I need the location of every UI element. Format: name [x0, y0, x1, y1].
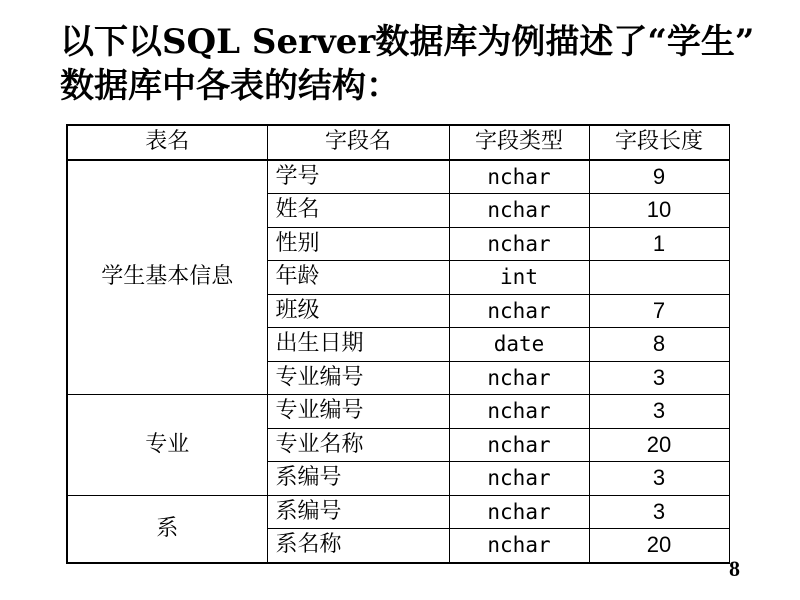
field-name-cell: 专业编号: [267, 361, 449, 395]
table-row: [67, 160, 729, 194]
field-name-cell: 系编号: [267, 495, 449, 529]
field-type-cell: nchar: [449, 194, 589, 228]
table-header-row: [67, 125, 729, 160]
heading-line-1: 以下以SQL Server数据库为例描述了“学生”: [60, 22, 755, 62]
field-length-cell: [589, 261, 729, 295]
field-type-cell: int: [449, 261, 589, 295]
field-length-cell: 1: [589, 227, 729, 261]
field-type-cell: nchar: [449, 227, 589, 261]
field-name-cell: 性别: [267, 227, 449, 261]
table-row: [67, 495, 729, 529]
field-length-cell: 8: [589, 328, 729, 362]
table-name-cell: 专业: [67, 395, 267, 496]
field-length-cell: 20: [589, 529, 729, 563]
table-row: [67, 395, 729, 429]
field-type-cell: nchar: [449, 294, 589, 328]
field-type-cell: nchar: [449, 462, 589, 496]
header-table-name: 表名: [67, 125, 267, 160]
field-name-cell: 学号: [267, 160, 449, 194]
field-name-cell: 姓名: [267, 194, 449, 228]
field-type-cell: nchar: [449, 395, 589, 429]
header-field-type: 字段类型: [449, 125, 589, 160]
field-name-cell: 出生日期: [267, 328, 449, 362]
field-name-cell: 专业编号: [267, 395, 449, 429]
header-field-length: 字段长度: [589, 125, 729, 160]
table-name-cell: 学生基本信息: [67, 160, 267, 395]
schema-table: [66, 124, 730, 564]
field-name-cell: 专业名称: [267, 428, 449, 462]
field-length-cell: 3: [589, 395, 729, 429]
field-type-cell: nchar: [449, 160, 589, 194]
field-type-cell: nchar: [449, 495, 589, 529]
field-name-cell: 班级: [267, 294, 449, 328]
field-name-cell: 年龄: [267, 261, 449, 295]
field-name-cell: 系名称: [267, 529, 449, 563]
table-name-cell: 系: [67, 495, 267, 563]
slide-heading: [60, 20, 780, 108]
page-number: 8: [729, 556, 740, 581]
field-length-cell: 3: [589, 462, 729, 496]
field-name-cell: 系编号: [267, 462, 449, 496]
field-length-cell: 10: [589, 194, 729, 228]
header-field-name: 字段名: [267, 125, 449, 160]
field-type-cell: nchar: [449, 428, 589, 462]
heading-line-2: 数据库中各表的结构：: [60, 66, 400, 106]
field-length-cell: 20: [589, 428, 729, 462]
field-length-cell: 7: [589, 294, 729, 328]
field-length-cell: 3: [589, 495, 729, 529]
field-type-cell: nchar: [449, 361, 589, 395]
field-length-cell: 3: [589, 361, 729, 395]
field-type-cell: nchar: [449, 529, 589, 563]
field-type-cell: date: [449, 328, 589, 362]
field-length-cell: 9: [589, 160, 729, 194]
